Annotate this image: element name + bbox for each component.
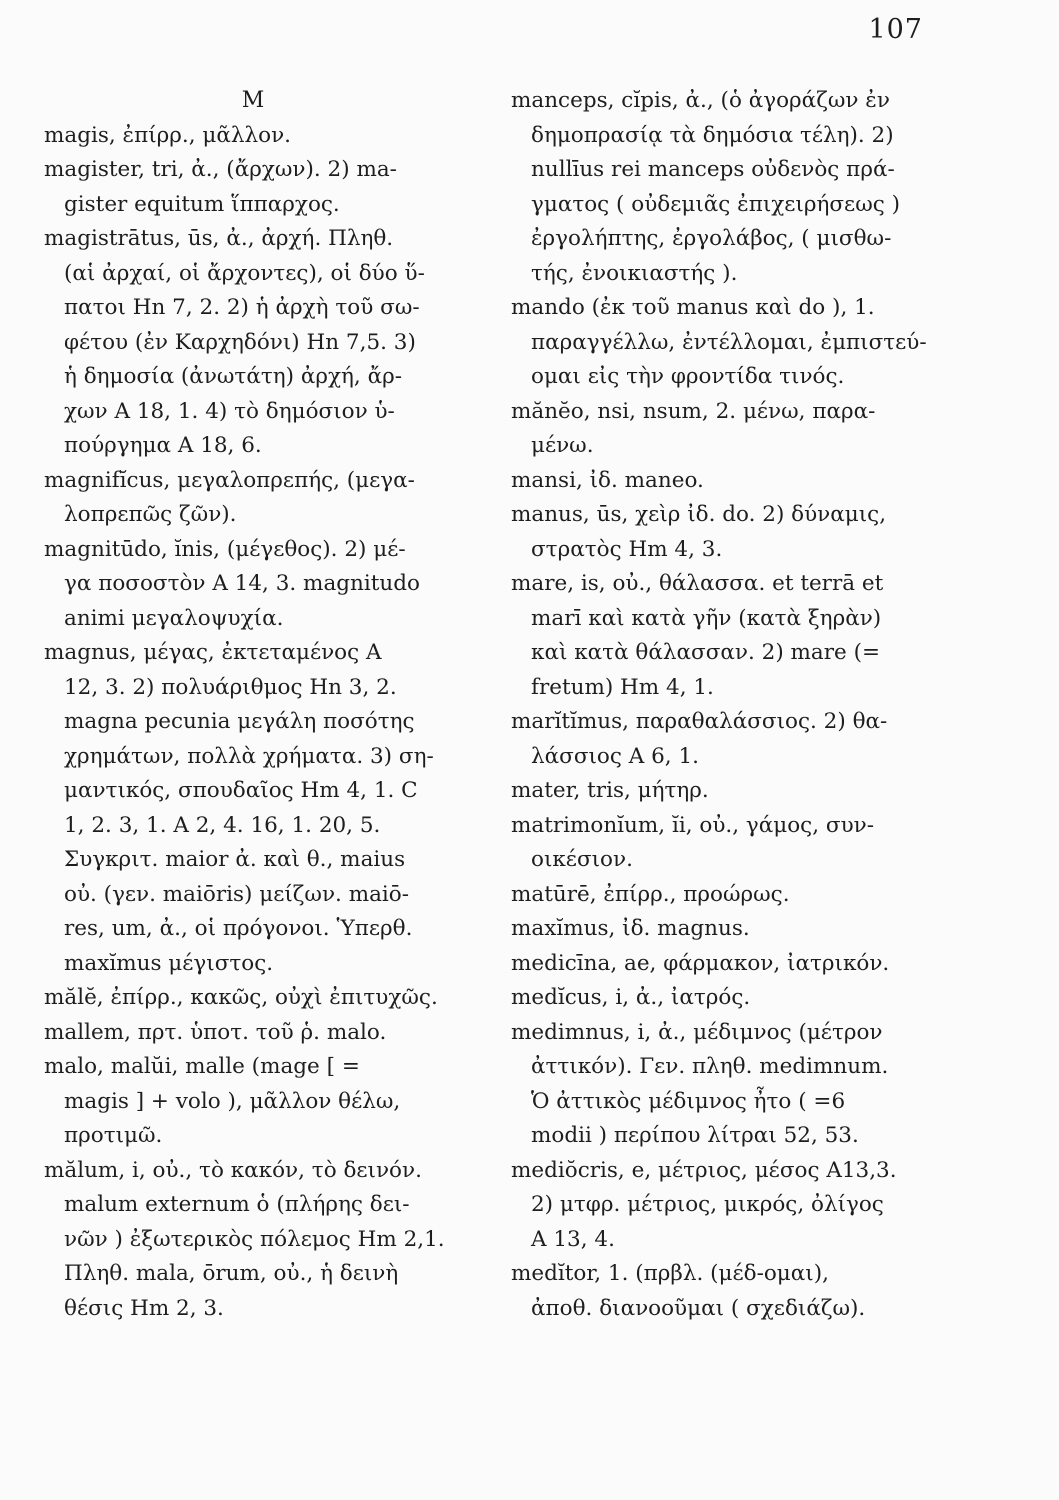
dictionary-line: A 13, 4. [531,1226,615,1252]
dictionary-line: malo, malŭi, malle (mage [ = [44,1054,360,1079]
dictionary-line: marī καὶ κατὰ γῆν (κατὰ ξηρὰν) [531,605,882,631]
dictionary-line: manus, ūs, χεὶρ ἰδ. do. 2) δύναμις, [511,502,887,527]
dictionary-line: λοπρεπῶς ζῶν). [64,502,237,527]
dictionary-line: 2) μτφρ. μέτριος, μικρός, ὀλίγος [531,1192,884,1217]
dictionary-line: medĭtor, 1. (πρβλ. (μέδ-ομαι), [511,1261,829,1286]
dictionary-line: matrimonĭum, ĭi, οὐ., γάμος, συν- [511,812,874,838]
dictionary-line: mălĕ, ἐπίρρ., κακῶς, οὐχὶ ἐπιτυχῶς. [44,985,438,1010]
dictionary-line: στρατὸς Hm 4, 3. [531,536,723,562]
dictionary-line: οὐ. (γεν. maiōris) μείζων. maiō- [64,881,409,907]
dictionary-line: magnifĭcus, μεγαλοπρεπής, (μεγα- [44,467,415,493]
dictionary-line: gister equitum ἵππαρχος. [64,191,340,217]
dictionary-line: ἀποθ. διανοοῦμαι ( σχεδιάζω). [531,1295,866,1321]
dictionary-line: mediŏcris, e, μέτριος, μέσος A13,3. [511,1157,897,1183]
dictionary-line: Πληθ. mala, ōrum, οὐ., ἡ δεινὴ [64,1261,399,1286]
dictionary-line: mando (ἐκ τοῦ manus καὶ do ), 1. [511,295,875,320]
dictionary-line: ομαι εἰς τὴν φροντίδα τινός. [531,364,845,389]
dictionary-line: νῶν ) ἐξωτερικὸς πόλεμος Hm 2,1. [64,1226,445,1252]
dictionary-line: matūrē, ἐπίρρ., προώρως. [511,881,790,907]
dictionary-line: magister, tri, ἀ., (ἄρχων). 2) ma- [44,157,397,182]
dictionary-line: γα ποσοστὸν A 14, 3. magnitudo [64,571,420,596]
dictionary-line: magis, ἐπίρρ., μᾶλλον. [44,122,292,148]
dictionary-line: οικέσιον. [531,847,633,872]
dictionary-line: ἐργολήπτης, ἐργολάβος, ( μισθω- [531,226,892,251]
left-column [44,84,462,1326]
dictionary-line: mallem, πρτ. ὑποτ. τοῦ ῥ. malo. [44,1019,387,1045]
dictionary-line: medicīna, ae, φάρμακον, ἰατρικόν. [511,950,890,976]
dictionary-line: ἡ δημοσία (ἀνωτάτη) ἀρχή, ἄρ- [64,364,402,389]
dictionary-line: γματος ( οὐδεμιᾶς ἐπιχειρήσεως ) [531,191,900,217]
dictionary-line: malum externum ὁ (πλήρης δει- [64,1192,410,1217]
dictionary-line: προτιμῶ. [64,1123,163,1148]
dictionary-line: χων A 18, 1. 4) τὸ δημόσιον ὑ- [64,398,395,424]
right-column [511,84,929,1326]
dictionary-line: magnitūdo, ĭnis, (μέγεθος). 2) μέ- [44,536,406,562]
dictionary-line: mănĕo, nsi, nsum, 2. μένω, παρα- [511,398,876,424]
dictionary-line: 1, 2. 3, 1. A 2, 4. 16, 1. 20, 5. [64,812,381,838]
dictionary-line: καὶ κατὰ θάλασσαν. 2) mare (= [531,640,880,665]
dictionary-line: fretum) Hm 4, 1. [531,674,714,700]
dictionary-line: ἀττικόν). Γεν. πληθ. medimnum. [531,1054,889,1079]
dictionary-line: magistrātus, ūs, ἀ., ἀρχή. Πληθ. [44,226,394,251]
dictionary-line: μαντικός, σπουδαῖος Hm 4, 1. C [64,778,418,803]
dictionary-line: modii ) περίπου λίτραι 52, 53. [531,1123,859,1148]
dictionary-line: magna pecunia μεγάλη ποσότης [64,709,415,734]
dictionary-line: medĭcus, i, ἀ., ἰατρός. [511,985,751,1010]
dictionary-line: πατοι Hn 7, 2. 2) ἡ ἀρχὴ τοῦ σω- [64,295,420,320]
section-letter: M [241,88,265,113]
dictionary-line: nullīus rei manceps οὐδενὸς πρά- [531,157,895,182]
dictionary-line: magnus, μέγας, ἐκτεταμένος A [44,640,382,665]
dictionary-line: magis ] + volo ), μᾶλλον θέλω, [64,1088,401,1114]
dictionary-line: res, um, ἀ., οἱ πρόγονοι. Ὑπερθ. [64,916,413,941]
dictionary-line: 12, 3. 2) πολυάριθμος Hn 3, 2. [64,674,397,700]
dictionary-line: λάσσιος A 6, 1. [531,743,699,769]
dictionary-line: mare, is, οὐ., θάλασσα. et terrā et [511,571,884,596]
dictionary-line: maxĭmus, ἰδ. magnus. [511,916,750,941]
page-number: 107 [868,14,923,45]
dictionary-line: (αἱ ἀρχαί, οἱ ἄρχοντες), οἱ δύο ὕ- [64,260,425,286]
dictionary-line: Συγκριτ. maior ἀ. καὶ θ., maius [64,847,406,872]
dictionary-line: mater, tris, μήτηρ. [511,778,709,803]
dictionary-line: marĭtĭmus, παραθαλάσσιος. 2) θα- [511,709,888,734]
dictionary-line: πούργημα A 18, 6. [64,433,262,458]
dictionary-line: maxĭmus μέγιστος. [64,950,274,976]
dictionary-line: τής, ἐνοικιαστής ). [531,260,738,286]
dictionary-line: δημοπρασίᾳ τὰ δημόσια τέλη). 2) [531,122,894,148]
dictionary-line: mansi, ἰδ. maneo. [511,467,704,493]
dictionary-line: medimnus, i, ἀ., μέδιμνος (μέτρον [511,1019,883,1045]
dictionary-line: animi μεγαλοψυχία. [64,605,284,631]
dictionary-line: manceps, cĭpis, ἀ., (ὁ ἀγοράζων ἐν [511,88,890,113]
dictionary-line: χρημάτων, πολλὰ χρήματα. 3) ση- [64,743,434,769]
dictionary-line: μένω. [531,433,594,458]
dictionary-line: Ὁ ἀττικὸς μέδιμνος ἦτο ( =6 [531,1088,846,1114]
dictionary-line: θέσις Hm 2, 3. [64,1295,224,1321]
dictionary-line: παραγγέλλω, ἐντέλλομαι, ἐμπιστεύ- [531,329,927,355]
dictionary-line: mălum, i, οὐ., τὸ κακόν, τὸ δεινόν. [44,1157,422,1183]
dictionary-line: φέτου (ἐν Καρχηδόνι) Hn 7,5. 3) [64,329,416,355]
